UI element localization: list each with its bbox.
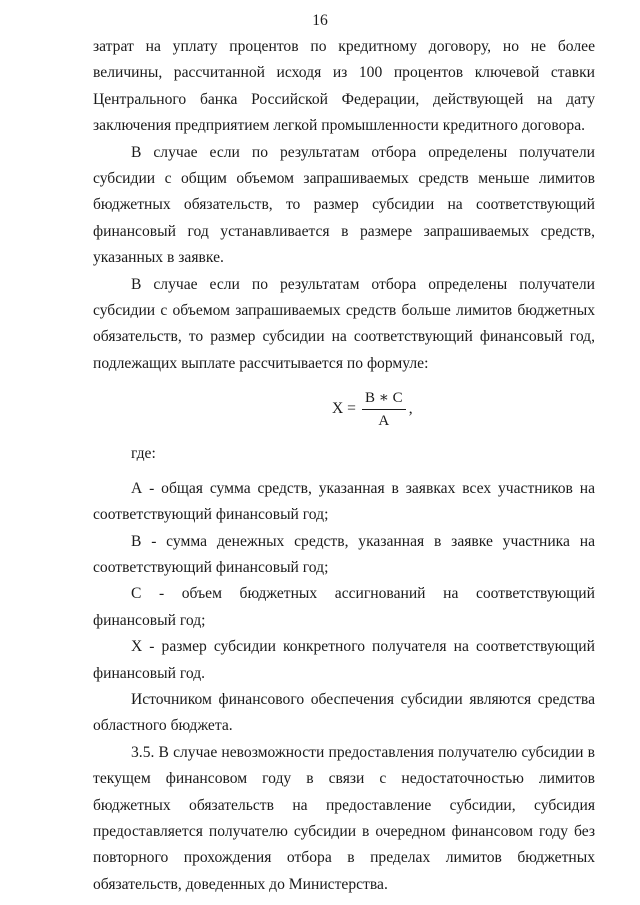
- formula-comma: ,: [408, 400, 413, 418]
- paragraph-3-5: 3.5. В случае невозможности предоставления получателю субсидии в текущем финансовом году в связи с недостаточностью лимитов бюджетных обязательств на предоставление субсидии, субсидия предоставляется получателю субсидии в очередном финансовом году без повторного прохождения отбора в пределах лимитов бюджетных обязательств, доведенных до Министерства.: [93, 743, 595, 893]
- where-label: где:: [131, 445, 156, 463]
- formula-fraction: [362, 388, 406, 431]
- definition-a: А - общая сумма средств, указанная в заявках всех участников на соответствующий финансовый год;: [93, 479, 595, 524]
- paragraph-continuation: затрат на уплату процентов по кредитному договору, но не более величины, рассчитанной исходя из 100 процентов ключевой ставки Центрального банка Российской Федерации, действующей на дату заключения предприятием легкой промышленности кредитного договора.: [93, 38, 595, 135]
- formula-numerator: В ∗ С: [362, 388, 406, 410]
- definition-b: В - сумма денежных средств, указанная в заявке участника на соответствующий финансовый год;: [93, 532, 595, 576]
- page-number: 16: [312, 12, 328, 29]
- paragraph-greater-request: В случае если по результатам отбора определены получатели субсидии с объемом запрашиваемых средств больше лимитов бюджетных обязательств, то размер субсидии на соответствующий финансовый год, подлежащих выплате рассчитывается по формуле:: [93, 275, 595, 372]
- formula-denominator: А: [378, 412, 390, 429]
- document-body: [93, 34, 595, 898]
- formula-lhs: Х =: [332, 400, 356, 418]
- paragraph-lesser-request: В случае если по результатам отбора определены получатели субсидии с общим объемом запрашиваемых средств меньше лимитов бюджетных обязательств, то размер субсидии на соответствующий финансовый год устанавливается в размере запрашиваемых средств, указанных в заявке.: [93, 143, 595, 267]
- definition-x: Х - размер субсидии конкретного получателя на соответствующий финансовый год.: [93, 638, 595, 682]
- definition-c: С - объем бюджетных ассигнований на соответствующий финансовый год;: [93, 585, 595, 629]
- subsidy-formula: [93, 377, 595, 441]
- formula-expression: [332, 379, 413, 439]
- paragraph-funding-source: Источником финансового обеспечения субсидии являются средства областного бюджета.: [93, 690, 595, 735]
